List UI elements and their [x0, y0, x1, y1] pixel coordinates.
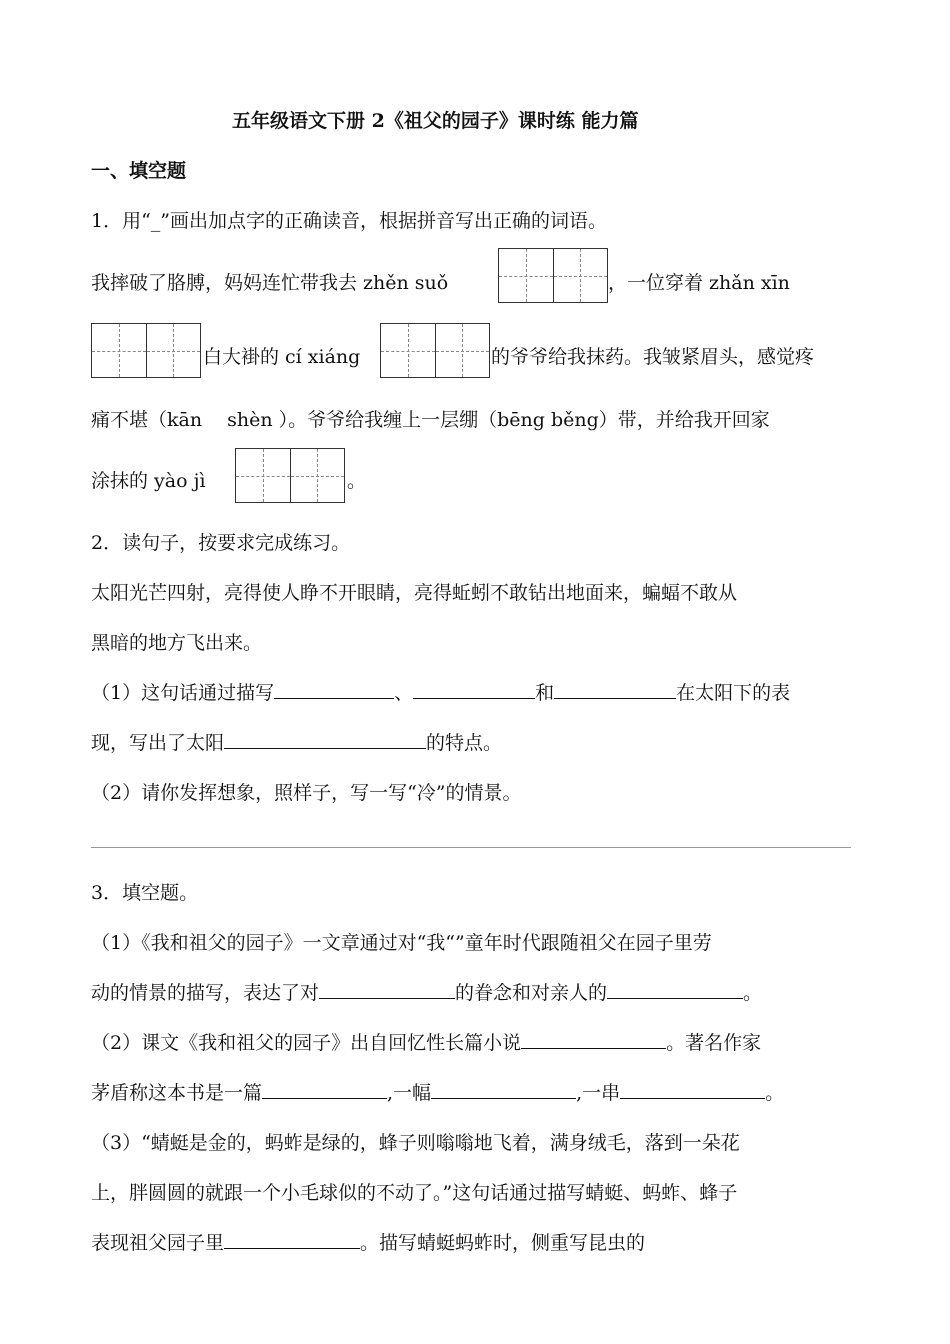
blank[interactable] — [224, 1247, 360, 1249]
page-title: 五年级语文下册 2《祖父的园子》课时练 能力篇 — [232, 110, 639, 132]
blank[interactable] — [431, 1097, 576, 1099]
question-3-stem: 3．填空题。 — [91, 882, 199, 904]
q3-part3-line1: （3）“蜻蜓是金的，蚂蚱是绿的，蜂子则嗡嗡地飞着，满身绒毛，落到一朵花 — [91, 1132, 740, 1154]
q3-b-text-a: （2）课文《我和祖父的园子》出自回忆性长篇小说 — [91, 1032, 522, 1054]
q3-b-text-b: 。著名作家 — [666, 1032, 762, 1054]
q3-part3-line3 — [91, 1228, 645, 1255]
question-2-stem: 2．读句子，按要求完成练习。 — [91, 532, 351, 554]
q3-part2-line1 — [91, 1028, 761, 1055]
q1-line3-text: 痛不堪（kān shèn ）。爷爷给我缠上一层绷（bēng běng）带，并给我开回家 — [91, 409, 770, 431]
answer-line[interactable] — [91, 847, 851, 848]
section-heading: 一、填空题 — [91, 160, 187, 182]
q2-p1-text-b: 、 — [394, 682, 414, 704]
q1-line2-text-b: 的爷爷给我抹药。我皱紧眉头，感觉疼 — [491, 346, 815, 368]
q3-b-text-e: ,一串 — [576, 1082, 621, 1104]
blank[interactable] — [274, 697, 394, 699]
answer-grid-zhanxin[interactable] — [91, 323, 201, 378]
q3-part1-line1: （1）《我和祖父的园子》一文章通过对“我“”童年时代跟随祖父在园子里劳 — [91, 932, 712, 954]
answer-grid-cixiang[interactable] — [380, 323, 490, 378]
q3-c-text-b: 。描写蜻蜓蚂蚱时，侧重写昆虫的 — [360, 1232, 646, 1254]
q1-line4-text: 涂抹的 yào jì — [91, 470, 206, 492]
q3-a-text-c: 。 — [743, 982, 763, 1004]
blank[interactable] — [413, 697, 535, 699]
q3-part3-line2: 上，胖圆圆的就跟一个小毛球似的不动了。”这句话通过描写蜻蜓、蚂蚱、蜂子 — [91, 1182, 738, 1204]
q2-part2: （2）请你发挥想象，照样子，写一写“冷”的情景。 — [91, 782, 522, 804]
q3-c-text-a: 表现祖父园子里 — [91, 1232, 225, 1254]
answer-grid-yaoji[interactable] — [235, 448, 345, 503]
answer-grid-zhensuo[interactable] — [498, 248, 608, 303]
q2-part1-line1 — [91, 678, 790, 705]
q2-sentence-line1: 太阳光芒四射，亮得使人睁不开眼睛，亮得蚯蚓不敢钻出地面来，蝙蝠不敢从 — [91, 582, 738, 604]
q2-p1-text-d: 在太阳下的表 — [676, 682, 791, 704]
blank[interactable] — [620, 1097, 765, 1099]
q2-p1-text-e: 现，写出了太阳 — [91, 732, 225, 754]
blank[interactable] — [607, 997, 743, 999]
q3-a-text-b: 的眷念和对亲人的 — [455, 982, 608, 1004]
q3-a-text-a: 动的情景的描写，表达了对 — [91, 982, 320, 1004]
q2-part1-line2 — [91, 728, 502, 755]
q1-line1-text: 我摔破了胳膊，妈妈连忙带我去 zhěn suǒ — [91, 272, 449, 294]
q1-line2-text: 白大褂的 cí xiáng — [203, 346, 361, 368]
q2-p1-text-c: 和 — [535, 682, 555, 704]
blank[interactable] — [262, 1097, 387, 1099]
q3-part1-line2 — [91, 978, 762, 1005]
blank[interactable] — [319, 997, 455, 999]
question-1-stem: 1．用“_”画出加点字的正确读音，根据拼音写出正确的词语。 — [91, 210, 608, 232]
q3-b-text-c: 茅盾称这本书是一篇 — [91, 1082, 263, 1104]
q2-p1-text-f: 的特点。 — [426, 732, 503, 754]
blank[interactable] — [554, 697, 676, 699]
q3-part2-line2 — [91, 1078, 784, 1105]
q1-line4-text-b: 。 — [347, 470, 367, 492]
q2-sentence-line2: 黑暗的地方飞出来。 — [91, 632, 263, 654]
q1-line1-text-b: ，一位穿着 zhǎn xīn — [608, 272, 790, 294]
blank[interactable] — [224, 747, 426, 749]
blank[interactable] — [521, 1047, 666, 1049]
q3-b-text-d: ,一幅 — [387, 1082, 432, 1104]
q3-b-text-f: 。 — [765, 1082, 785, 1104]
q2-p1-text-a: （1）这句话通过描写 — [91, 682, 275, 704]
